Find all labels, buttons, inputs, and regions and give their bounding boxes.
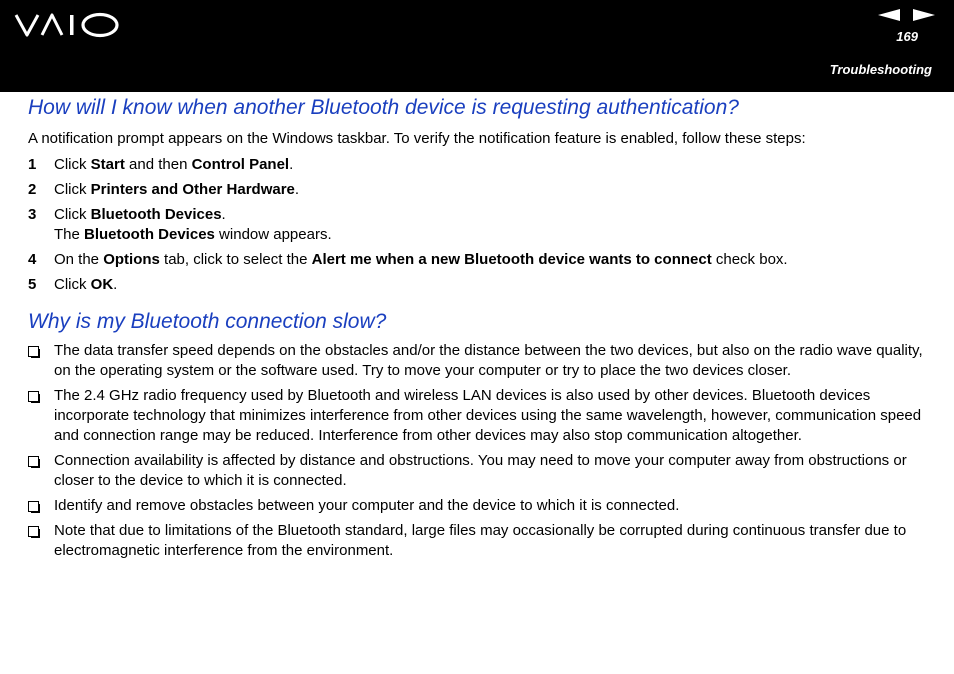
section-title-authentication: How will I know when another Bluetooth device is requesting authentication? xyxy=(28,96,739,119)
page-number: 169 xyxy=(896,29,918,44)
ui-term-ok: OK xyxy=(90,276,114,293)
ui-term-alert-checkbox: Alert me when a new Bluetooth device wants to connect xyxy=(311,251,712,268)
step-number: 1 xyxy=(28,156,37,173)
list-item xyxy=(28,451,928,491)
step-item xyxy=(28,155,928,175)
step-text: On the xyxy=(54,251,104,268)
list-item xyxy=(28,341,928,381)
checkbox-bullet-icon xyxy=(28,526,39,537)
bullet-text: The 2.4 GHz radio frequency used by Bluetooth and wireless LAN devices is also used by other devices. Bluetooth devices incorporate technology that minimizes interference from other devices using the same wavelength, however, communication speed and connection range may be reduced. Interference from other devices may also stop communication altogether. xyxy=(54,387,922,444)
triangle-right-icon[interactable] xyxy=(913,9,935,21)
step-text: Click xyxy=(54,206,91,223)
ui-term-bluetooth-devices: Bluetooth Devices xyxy=(84,226,215,243)
page-header xyxy=(0,0,954,92)
checkbox-bullet-icon xyxy=(28,391,39,402)
step-text: The xyxy=(54,226,85,243)
section-title-slow-connection: Why is my Bluetooth connection slow? xyxy=(28,310,387,333)
intro-paragraph: A notification prompt appears on the Windows taskbar. To verify the notification feature is enabled, follow these steps: xyxy=(28,130,806,147)
checkbox-bullet-icon xyxy=(28,501,39,512)
step-text: and then xyxy=(124,156,192,173)
ui-term-bluetooth-devices: Bluetooth Devices xyxy=(90,206,222,223)
step-item xyxy=(28,205,928,245)
list-item xyxy=(28,521,928,561)
section-label: Troubleshooting xyxy=(829,62,932,77)
list-item xyxy=(28,496,928,516)
ui-term-options: Options xyxy=(103,251,160,268)
step-text: . xyxy=(294,181,300,198)
step-item xyxy=(28,180,928,200)
step-text: Click xyxy=(54,181,91,198)
bullet-text: The data transfer speed depends on the obstacles and/or the distance between the two devices, but also on the radio wave quality, on the operating system or the software used. Try to move your computer or try to place the two devices closer. xyxy=(54,342,923,379)
ui-term-start: Start xyxy=(90,156,125,173)
step-text: . xyxy=(113,276,118,293)
bullet-text: Identify and remove obstacles between your computer and the device to which it is connected. xyxy=(54,497,680,514)
ui-term-control-panel: Control Panel xyxy=(191,156,290,173)
steps-list xyxy=(28,155,928,295)
bullet-text: Note that due to limitations of the Bluetooth standard, large files may occasionally be corrupted during continuous transfer due to electromagnetic interference from the environment. xyxy=(54,522,907,559)
list-item xyxy=(28,386,928,446)
step-text: Click xyxy=(54,276,91,293)
step-text: tab, click to select the xyxy=(159,251,312,268)
step-text: . xyxy=(221,206,226,223)
ui-term-printers: Printers and Other Hardware xyxy=(90,181,295,198)
step-item xyxy=(28,250,928,270)
bullet-list xyxy=(28,341,928,561)
step-number: 3 xyxy=(28,206,37,223)
main-content xyxy=(28,95,928,566)
checkbox-bullet-icon xyxy=(28,346,39,357)
step-text: window appears. xyxy=(214,226,332,243)
step-number: 4 xyxy=(28,251,37,268)
step-number: 5 xyxy=(28,276,37,293)
vaio-logo xyxy=(14,12,122,38)
step-text: Click xyxy=(54,156,91,173)
step-text: check box. xyxy=(711,251,788,268)
step-number: 2 xyxy=(28,181,37,198)
step-item xyxy=(28,275,928,295)
checkbox-bullet-icon xyxy=(28,456,39,467)
bullet-text: Connection availability is affected by distance and obstructions. You may need to move your computer away from obstructions or closer to the device to which it is connected. xyxy=(54,452,907,489)
step-text: . xyxy=(289,156,294,173)
triangle-left-icon[interactable] xyxy=(878,9,900,21)
